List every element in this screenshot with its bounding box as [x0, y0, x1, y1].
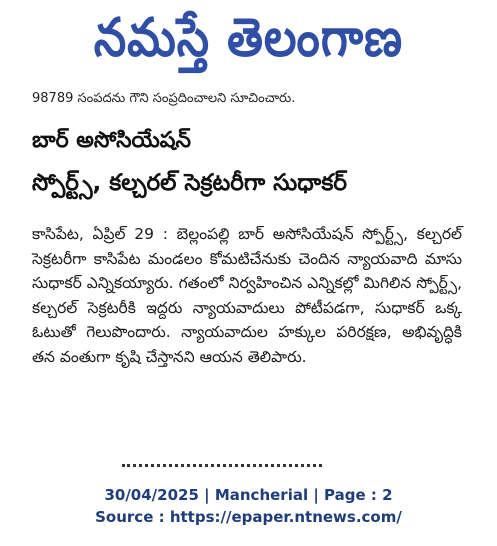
footer-source-url: Source : https://epaper.ntnews.com/	[95, 508, 402, 526]
cut-off-previous-article-line: 98789 సంపదను గౌని సంప్రదించాలని సూచించారు.	[32, 92, 296, 106]
clipping-footer	[0, 484, 497, 528]
article-headline-line-2: స్పోర్ట్స్, కల్చరల్ సెక్రటరీగా సుధాకర్	[32, 170, 347, 196]
article-body	[32, 222, 462, 369]
cut-off-next-article-edge	[122, 464, 322, 480]
article-headline-line-1: బార్ అసోసియేషన్	[32, 128, 191, 153]
newspaper-masthead	[0, 0, 497, 88]
article-body-paragraph: కాసిపేట, ఏప్రిల్ 29 : బెల్లంపల్లి బార్ అసోసియేషన్ స్పోర్ట్స్, కల్చరల్ సెక్రటరీగా కాసిపేట మండలం కోమటిచేనుకు చెందిన న్యాయవాది మాసు సుధాకర్ ఎన్నికయ్యారు. గతంలో నిర్వహించిన ఎన్నికల్లో మిగిలిన స్పోర్ట్స్, కల్చరల్ సెక్రటరీకి ఇద్దరు న్యాయవాదులు పోటీపడగా, సుధాకర్ ఒక్క ఓటుతో గెలుపొందారు. న్యాయవాదుల హక్కుల పరిరక్షణ, అభివృద్ధికి తన వంతుగా కృషి చేస్తానని ఆయన తెలిపారు.	[32, 225, 462, 366]
masthead-title: నమస్తే తెలంగాణ	[93, 6, 404, 69]
article-clipping	[22, 92, 477, 480]
footer-date-edition-page: 30/04/2025 | Mancherial | Page : 2	[104, 486, 393, 504]
